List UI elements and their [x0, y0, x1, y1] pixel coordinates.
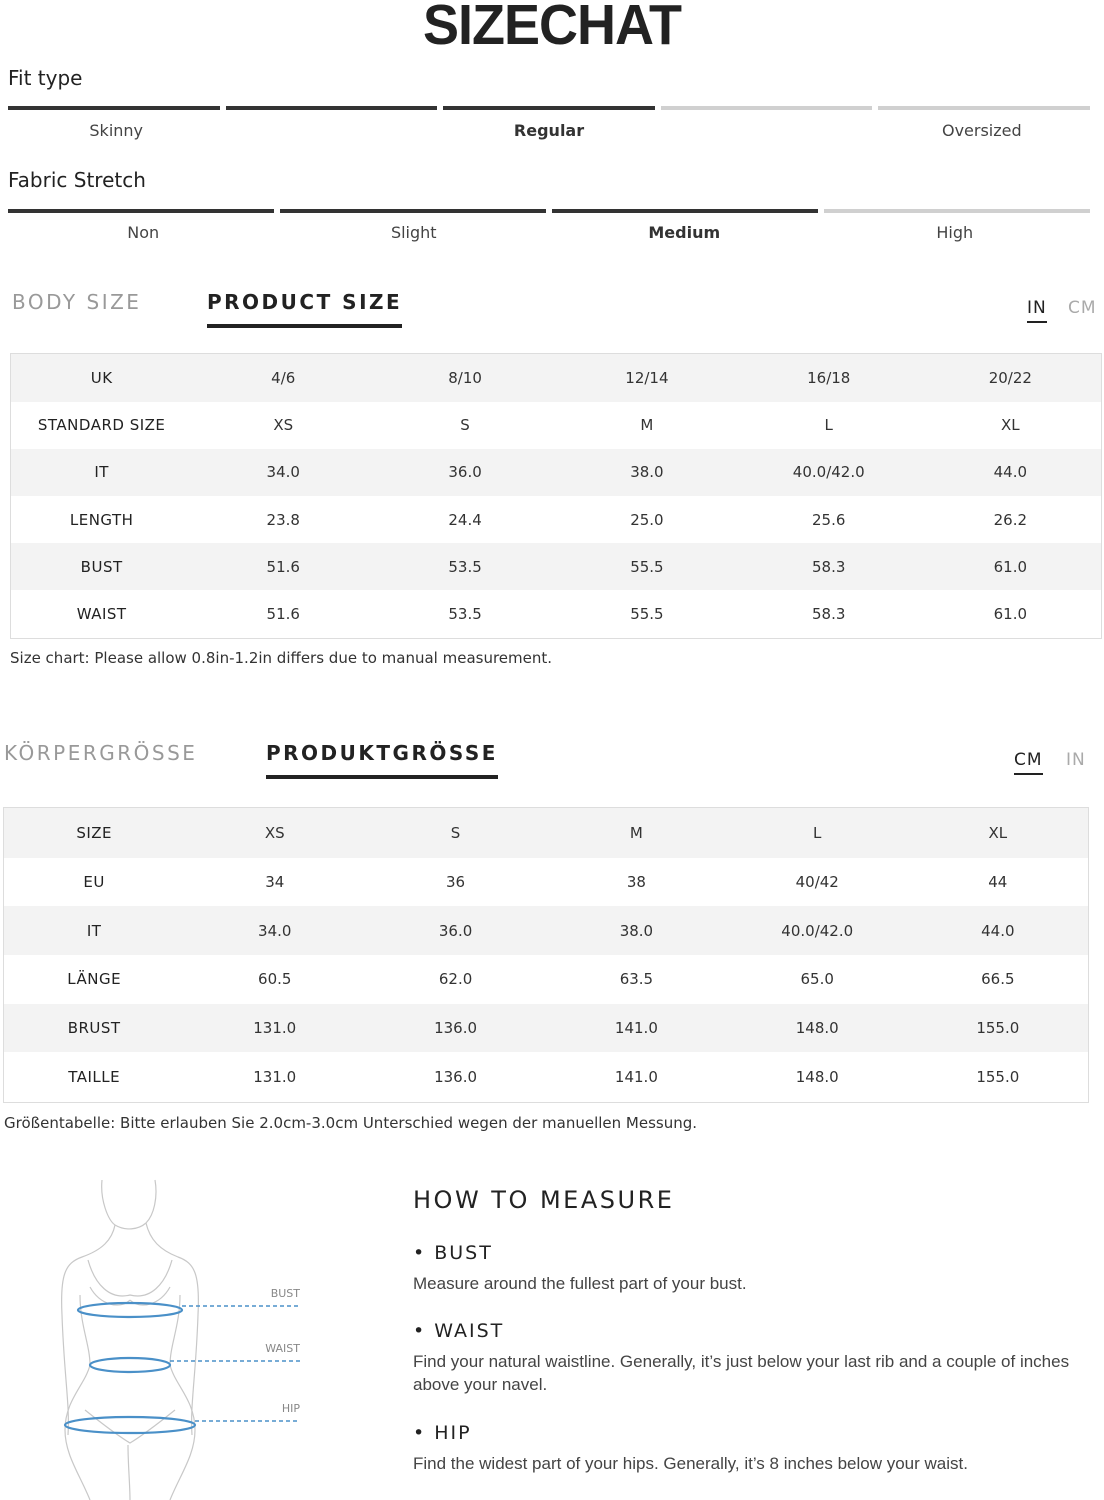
table-cell: 61.0 [993, 605, 1028, 624]
table-cell: 25.6 [812, 510, 846, 529]
table-cell: 24.4 [448, 510, 482, 529]
fabric-stretch-label: Non [127, 223, 160, 242]
fit-type-label: Regular [513, 121, 585, 140]
unit-toggle-in[interactable]: IN [1066, 750, 1086, 770]
table-cell: 44 [988, 872, 1008, 891]
table-row [4, 808, 1089, 858]
measure-item-waist [413, 1320, 1083, 1396]
table-cell: 63.5 [619, 970, 654, 989]
size-table-de [3, 807, 1089, 1103]
table-cell: XL [908, 808, 1089, 858]
table-cell: 61.0 [920, 543, 1102, 590]
table-cell: 155.0 [976, 1068, 1020, 1087]
row-header-cell: EU [83, 872, 105, 891]
row-header-cell: UK [11, 354, 193, 402]
table-cell: 34 [265, 872, 285, 891]
table-cell: 26.2 [993, 510, 1028, 529]
tab-produktgroesse[interactable]: PRODUKTGRÖSSE [266, 741, 498, 765]
table-cell: 4/6 [192, 354, 374, 402]
table-cell: M [640, 416, 654, 435]
table-row [11, 496, 1102, 543]
body-outline [62, 1180, 199, 1500]
fabric-stretch-segment [8, 209, 274, 213]
table-cell: 60.5 [258, 970, 292, 989]
figure-label-bust: BUST [270, 1287, 300, 1300]
fit-type-heading: Fit type [8, 66, 83, 90]
table-cell: 58.3 [812, 605, 846, 624]
table-cell: 131.0 [253, 1068, 297, 1087]
table-cell: 136.0 [434, 1068, 478, 1087]
table-cell: L [727, 808, 908, 858]
fit-type-bar [8, 106, 1090, 110]
table-cell: 131.0 [184, 1004, 365, 1053]
table-cell: S [460, 416, 470, 435]
how-to-measure-title: HOW TO MEASURE [413, 1186, 675, 1214]
table-cell: 40.0/42.0 [738, 449, 920, 496]
body-measurement-figure [40, 1175, 320, 1500]
table-cell: 51.6 [266, 605, 300, 624]
table-cell: 38.0 [556, 449, 738, 496]
table-cell: 40.0/42.0 [727, 906, 908, 955]
fit-type-segment [878, 106, 1090, 110]
table-row [11, 354, 1102, 402]
row-header-cell: TAILLE [68, 1068, 121, 1087]
table-cell: 141.0 [546, 1004, 727, 1053]
table-cell: 148.0 [727, 1004, 908, 1053]
row-header-cell: BRUST [4, 1004, 185, 1053]
table-cell: 36 [446, 872, 466, 891]
table-cell: M [546, 808, 727, 858]
tab-product-size[interactable]: PRODUCT SIZE [207, 290, 403, 314]
waist-ellipse [90, 1358, 170, 1372]
size-table-en [10, 353, 1102, 639]
measure-item-hip [413, 1422, 1083, 1475]
table-cell: 8/10 [374, 354, 556, 402]
row-header-cell: IT [11, 449, 193, 496]
measure-item-name: • WAIST [413, 1320, 1083, 1342]
table-row [4, 1004, 1089, 1053]
fit-type-segment [661, 106, 873, 110]
table-row [4, 1052, 1089, 1102]
table-cell: 23.8 [266, 510, 300, 529]
measure-item-name: • BUST [413, 1242, 1083, 1264]
fit-type-label: Skinny [89, 121, 144, 140]
size-chart-note-de: Größentabelle: Bitte erlauben Sie 2.0cm-3.0cm Unterschied wegen der manuellen Messung. [4, 1114, 698, 1132]
fabric-stretch-segment [552, 209, 818, 213]
row-header-cell: WAIST [76, 605, 127, 624]
measure-item-desc: Find your natural waistline. Generally, it’s just below your last rib and a couple of inches above your navel. [413, 1352, 1070, 1394]
table-cell: XL [1001, 416, 1020, 435]
table-cell: 51.6 [192, 543, 374, 590]
measure-lines [65, 1303, 300, 1433]
table-cell: 36.0 [374, 449, 556, 496]
table-cell: 38.0 [546, 906, 727, 955]
table-cell: 141.0 [614, 1068, 658, 1087]
tab-koerpergroesse[interactable]: KÖRPERGRÖSSE [4, 741, 198, 765]
table-cell: 16/18 [738, 354, 920, 402]
fabric-stretch-labels [8, 223, 1090, 242]
table-cell: 155.0 [908, 1004, 1089, 1053]
unit-toggle-cm[interactable]: CM [1068, 298, 1097, 318]
measure-item-name: • HIP [413, 1422, 1083, 1444]
bust-ellipse [78, 1303, 182, 1317]
fit-type-label: Oversized [941, 121, 1022, 140]
table-cell: 34.0 [192, 449, 374, 496]
table-cell: S [365, 808, 546, 858]
table-cell: 36.0 [365, 906, 546, 955]
row-header-cell: BUST [11, 543, 193, 590]
measure-item-desc: Measure around the fullest part of your bust. [413, 1274, 747, 1293]
fit-type-segment [8, 106, 220, 110]
table-cell: XS [273, 416, 294, 435]
figure-label-hip: HIP [281, 1402, 300, 1415]
row-header-cell: SIZE [4, 808, 185, 858]
fabric-stretch-segment [280, 209, 546, 213]
table-row [4, 906, 1089, 955]
table-cell: 53.5 [374, 543, 556, 590]
table-row [11, 449, 1102, 496]
table-cell: 65.0 [800, 970, 834, 989]
table-cell: 148.0 [795, 1068, 839, 1087]
table-cell: L [824, 416, 833, 435]
fabric-stretch-label: High [936, 223, 974, 242]
tab-body-size[interactable]: BODY SIZE [12, 290, 142, 314]
fabric-stretch-bar [8, 209, 1090, 213]
table-cell: 12/14 [556, 354, 738, 402]
table-cell: 55.5 [630, 605, 664, 624]
fabric-stretch-label: Medium [648, 223, 721, 242]
table-cell: 38 [626, 872, 646, 891]
table-row [11, 590, 1102, 638]
size-chart-note-en: Size chart: Please allow 0.8in-1.2in differs due to manual measurement. [10, 649, 553, 667]
table-cell: 55.5 [556, 543, 738, 590]
table-cell: 34.0 [184, 906, 365, 955]
fabric-stretch-label: Slight [390, 223, 437, 242]
table-cell: 136.0 [365, 1004, 546, 1053]
hip-ellipse [65, 1417, 195, 1433]
row-header-cell: IT [4, 906, 185, 955]
row-header-cell: STANDARD SIZE [37, 416, 166, 435]
row-header-cell: LÄNGE [67, 970, 122, 989]
table-cell: 40/42 [795, 872, 839, 891]
measure-item-desc: Find the widest part of your hips. Generally, it’s 8 inches below your waist. [413, 1454, 968, 1473]
table-cell: XS [184, 808, 365, 858]
fit-type-segment [443, 106, 655, 110]
table-row [4, 858, 1089, 907]
table-cell: 66.5 [981, 970, 1015, 989]
table-cell: 44.0 [920, 449, 1102, 496]
unit-toggle-cm[interactable]: CM [1014, 750, 1043, 775]
fit-type-segment [226, 106, 438, 110]
table-cell: 53.5 [448, 605, 482, 624]
row-header-cell: LENGTH [69, 510, 134, 529]
page-title: SIZECHAT [423, 0, 681, 57]
table-cell: 44.0 [908, 906, 1089, 955]
table-cell: 62.0 [438, 970, 473, 989]
table-cell: 25.0 [630, 510, 664, 529]
fit-type-labels [8, 121, 1090, 140]
fabric-stretch-heading: Fabric Stretch [8, 168, 146, 192]
measure-item-bust [413, 1242, 1083, 1295]
table-cell: 58.3 [738, 543, 920, 590]
table-row [4, 955, 1089, 1004]
unit-toggle-in[interactable]: IN [1027, 298, 1047, 323]
figure-label-waist: WAIST [265, 1342, 300, 1355]
table-row [11, 402, 1102, 449]
fabric-stretch-segment [824, 209, 1090, 213]
table-row [11, 543, 1102, 590]
table-cell: 20/22 [920, 354, 1102, 402]
